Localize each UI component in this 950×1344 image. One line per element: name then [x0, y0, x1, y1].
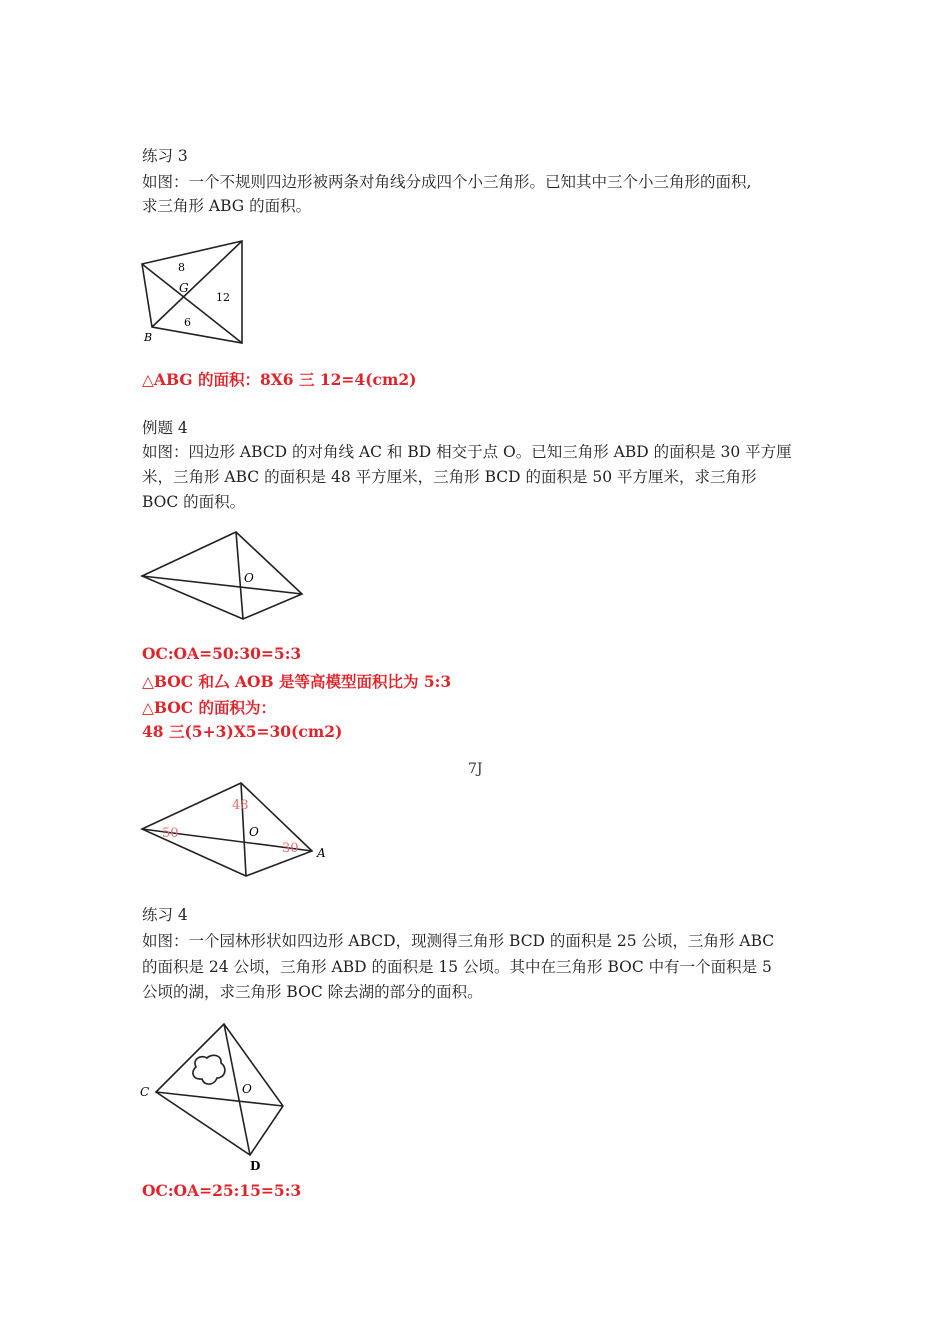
example-4-text-line-1: 如图：四边形 ABCD 的对角线 AC 和 BD 相交于点 O。已知三角形 ABD 的面积是 30 平方厘 [142, 443, 792, 461]
figure-label-o-3: O [242, 1082, 252, 1096]
figure-label-30: 30 [282, 841, 299, 856]
example-4-text-line-2: 米，三角形 ABC 的面积是 48 平方厘米，三角形 BCD 的面积是 50 平方厘米，求三角形 [142, 468, 757, 486]
example-4-answer-line-2: △BOC 和厶 AOB 是等高模型面积比为 5:3 [142, 672, 452, 691]
exercise-4-heading: 练习 4 [142, 906, 188, 924]
example-4-figure [140, 530, 306, 622]
figure-label-48: 48 [232, 798, 249, 813]
example-4-solution-figure [140, 780, 340, 880]
figure-label-12: 12 [216, 291, 230, 304]
example-4-answer-line-1: OC:OA=50:30=5:3 [142, 644, 302, 663]
figure-label-50: 50 [162, 826, 179, 841]
exercise-3-text-line-2: 求三角形 ABG 的面积。 [142, 197, 312, 215]
figure-label-c: C [140, 1085, 150, 1099]
figure-label-o: O [244, 571, 254, 585]
exercise-3-heading: 练习 3 [142, 147, 188, 165]
example-4-answer-line-4: 48 三(5+3)X5=30(cm2) [142, 722, 343, 741]
figure-label-g: G [179, 281, 189, 295]
example-4-heading: 例题 4 [142, 419, 188, 437]
exercise-4-answer: OC:OA=25:15=5:3 [142, 1181, 302, 1200]
figure-caption: 7J [468, 761, 483, 777]
figure-label-b: B [144, 331, 153, 344]
example-4-answer-line-3: △BOC 的面积为： [142, 698, 277, 717]
figure-label-a: A [317, 846, 326, 860]
figure-label-8: 8 [178, 261, 185, 274]
exercise-4-text-line-3: 公顷的湖，求三角形 BOC 除去湖的部分的面积。 [142, 983, 483, 1001]
exercise-3-answer: △ABG 的面积：8X6 三 12=4(cm2) [142, 370, 417, 389]
figure-label-d: D [250, 1159, 261, 1173]
exercise-4-text-line-2: 的面积是 24 公顷，三角形 ABD 的面积是 15 公顷。其中在三角形 BOC 中有一个面积是 5 [142, 958, 772, 976]
lake-shape [193, 1055, 225, 1084]
exercise-3-text-line-1: 如图：一个不规则四边形被两条对角线分成四个小三角形。已知其中三个小三角形的面积, [142, 173, 752, 191]
figure-label-6: 6 [184, 316, 191, 329]
exercise-4-figure [138, 1020, 288, 1178]
figure-label-o-2: O [249, 825, 259, 839]
exercise-3-figure [138, 236, 253, 346]
exercise-4-text-line-1: 如图：一个园林形状如四边形 ABCD，现测得三角形 BCD 的面积是 25 公顷，三角形 ABC [142, 932, 775, 950]
example-4-text-line-3: BOC 的面积。 [142, 493, 246, 511]
